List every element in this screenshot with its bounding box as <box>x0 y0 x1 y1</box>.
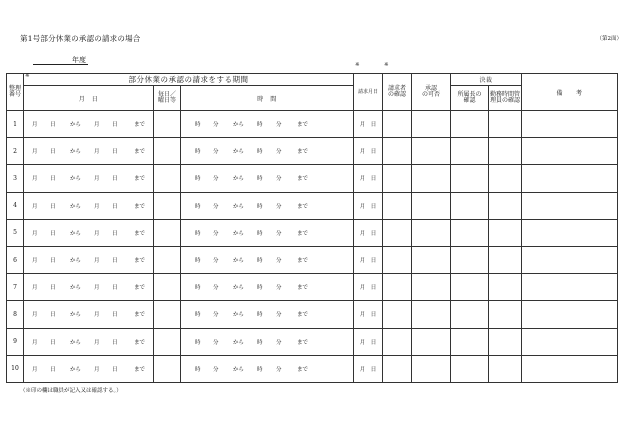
shozokucho-kakunin-cell[interactable] <box>451 274 489 301</box>
row-number: 10 <box>7 355 24 382</box>
date-range-hi-label: 日 <box>112 149 118 156</box>
time-range-fun-label: 分 <box>213 176 219 183</box>
shonin-kahi-cell[interactable] <box>412 219 451 246</box>
seikyu-tsukihi-cell[interactable] <box>354 111 383 138</box>
time-range-fun-label: 分 <box>276 230 282 237</box>
seikyu-tsukihi-cell[interactable] <box>354 355 383 382</box>
date-range-kara-label: から <box>70 176 82 183</box>
seikyu-tsukihi-cell[interactable] <box>354 138 383 165</box>
seikyu-tsukihi-cell[interactable] <box>354 274 383 301</box>
time-range-fun-label: 分 <box>276 122 282 129</box>
date-range-made-label: まで <box>134 122 146 129</box>
kinmu-jikan-kakunin-cell[interactable] <box>489 246 522 273</box>
date-range-hi-label: 日 <box>112 203 118 210</box>
table-row <box>7 111 618 138</box>
time-range-ji-label: 時 <box>257 258 263 265</box>
date-range-cell[interactable] <box>24 301 154 328</box>
date-range-hi-label: 日 <box>112 366 118 373</box>
seikyu-tsuki-label: 月 <box>359 122 366 129</box>
seikyu-tsukihi-cell[interactable] <box>354 192 383 219</box>
row-number: 2 <box>7 138 24 165</box>
seikyu-tsukihi-cell[interactable] <box>354 219 383 246</box>
date-range-tsuki-label: 月 <box>32 312 38 319</box>
biko-cell[interactable] <box>522 355 618 382</box>
seikyu-tsuki-label: 月 <box>359 149 366 156</box>
time-range-kara-label: から <box>233 339 245 346</box>
time-range-cell[interactable] <box>181 219 354 246</box>
date-range-tsuki-label: 月 <box>94 339 100 346</box>
date-range-tsuki-label: 月 <box>94 122 100 129</box>
date-range-cell[interactable] <box>24 111 154 138</box>
seikyu-tsuki-label: 月 <box>359 176 366 183</box>
shonin-kahi-cell[interactable] <box>412 192 451 219</box>
time-range-fun-label: 分 <box>276 285 282 292</box>
time-range-ji-label: 時 <box>195 339 201 346</box>
kinmu-jikan-kakunin-cell[interactable] <box>489 219 522 246</box>
shonin-kahi-cell[interactable] <box>412 328 451 355</box>
seikyu-hi-label: 日 <box>370 122 377 129</box>
header-kinmu-jikan-kakunin-label: 勤務時間管 理員の確認 <box>490 90 521 104</box>
shonin-kahi-cell[interactable] <box>412 138 451 165</box>
table-row <box>7 328 618 355</box>
time-range-ji-label: 時 <box>195 366 201 373</box>
shonin-kahi-cell[interactable] <box>412 274 451 301</box>
seikyu-tsuki-label: 月 <box>359 203 366 210</box>
time-range-ji-label: 時 <box>195 149 201 156</box>
time-range-kara-label: から <box>233 149 245 156</box>
maijitsu-cell[interactable] <box>154 355 181 382</box>
date-range-hi-label: 日 <box>50 176 56 183</box>
time-range-ji-label: 時 <box>257 149 263 156</box>
date-range-cell[interactable] <box>24 355 154 382</box>
form-title: 第1号部分休業の承認の請求の場合 <box>20 34 141 43</box>
seikyusha-kakunin-cell[interactable] <box>383 246 412 273</box>
page-number-note: （第2面） <box>596 36 622 42</box>
date-range-tsuki-label: 月 <box>32 285 38 292</box>
time-range-fun-label: 分 <box>276 203 282 210</box>
date-range-tsuki-label: 月 <box>94 230 100 237</box>
time-range-kara-label: から <box>233 230 245 237</box>
time-range-fun-label: 分 <box>213 366 219 373</box>
shonin-kahi-cell[interactable] <box>412 355 451 382</box>
maijitsu-cell[interactable] <box>154 111 181 138</box>
time-range-cell[interactable] <box>181 355 354 382</box>
row-number: 5 <box>7 219 24 246</box>
date-range-made-label: まで <box>134 312 146 319</box>
date-range-tsuki-label: 月 <box>94 366 100 373</box>
date-range-tsuki-label: 月 <box>94 258 100 265</box>
date-range-tsuki-label: 月 <box>32 176 38 183</box>
date-range-kara-label: から <box>70 230 82 237</box>
biko-cell[interactable] <box>522 246 618 273</box>
seikyu-tsuki-label: 月 <box>359 312 366 319</box>
shonin-kahi-cell[interactable] <box>412 246 451 273</box>
seikyu-hi-label: 日 <box>370 339 377 346</box>
kinmu-jikan-kakunin-cell[interactable] <box>489 111 522 138</box>
date-range-cell[interactable] <box>24 192 154 219</box>
biko-cell[interactable] <box>522 219 618 246</box>
biko-cell[interactable] <box>522 138 618 165</box>
date-range-hi-label: 日 <box>112 285 118 292</box>
date-range-kara-label: から <box>70 285 82 292</box>
date-range-made-label: まで <box>134 176 146 183</box>
time-range-ji-label: 時 <box>195 176 201 183</box>
seikyu-hi-label: 日 <box>370 285 377 292</box>
biko-cell[interactable] <box>522 111 618 138</box>
time-range-fun-label: 分 <box>276 149 282 156</box>
date-range-cell[interactable] <box>24 274 154 301</box>
row-number: 3 <box>7 165 24 192</box>
biko-cell[interactable] <box>522 192 618 219</box>
table-row <box>7 138 618 165</box>
date-range-hi-label: 日 <box>112 122 118 129</box>
seikyu-tsuki-label: 月 <box>359 285 366 292</box>
shozokucho-kakunin-cell[interactable] <box>451 192 489 219</box>
shozokucho-kakunin-cell[interactable] <box>451 355 489 382</box>
seikyu-tsukihi-cell[interactable] <box>354 301 383 328</box>
seikyu-tsukihi-cell[interactable] <box>354 165 383 192</box>
header-seikyusha-kakunin <box>383 62 412 111</box>
date-range-cell[interactable] <box>24 328 154 355</box>
footnote: （※印の欄は職員が記入又は確認する。） <box>20 388 122 394</box>
kinmu-jikan-kakunin-cell[interactable] <box>489 328 522 355</box>
shonin-kahi-cell[interactable] <box>412 111 451 138</box>
date-range-kara-label: から <box>70 258 82 265</box>
date-range-hi-label: 日 <box>50 230 56 237</box>
time-range-fun-label: 分 <box>213 149 219 156</box>
date-range-made-label: まで <box>134 285 146 292</box>
date-range-made-label: まで <box>134 203 146 210</box>
time-range-ji-label: 時 <box>257 176 263 183</box>
seikyusha-kakunin-cell[interactable] <box>383 328 412 355</box>
seikyusha-kakunin-cell[interactable] <box>383 274 412 301</box>
date-range-hi-label: 日 <box>112 230 118 237</box>
maijitsu-cell[interactable] <box>154 165 181 192</box>
time-range-ji-label: 時 <box>257 339 263 346</box>
time-range-fun-label: 分 <box>213 339 219 346</box>
shozokucho-kakunin-cell[interactable] <box>451 111 489 138</box>
maijitsu-cell[interactable] <box>154 274 181 301</box>
row-number: 8 <box>7 301 24 328</box>
date-range-hi-label: 日 <box>50 203 56 210</box>
seikyu-tsuki-label: 月 <box>359 258 366 265</box>
date-range-hi-label: 日 <box>112 258 118 265</box>
time-range-fun-label: 分 <box>213 122 219 129</box>
time-range-kara-label: から <box>233 285 245 292</box>
maijitsu-cell[interactable] <box>154 328 181 355</box>
time-range-ji-label: 時 <box>257 366 263 373</box>
date-range-cell[interactable] <box>24 219 154 246</box>
seikyu-hi-label: 日 <box>370 176 377 183</box>
star-mark: ※ <box>25 73 30 79</box>
kinmu-jikan-kakunin-cell[interactable] <box>489 301 522 328</box>
time-range-fun-label: 分 <box>276 176 282 183</box>
seikyu-hi-label: 日 <box>370 149 377 156</box>
date-range-hi-label: 日 <box>112 312 118 319</box>
seikyusha-kakunin-cell[interactable] <box>383 219 412 246</box>
time-range-ji-label: 時 <box>257 285 263 292</box>
shozokucho-kakunin-cell[interactable] <box>451 165 489 192</box>
table-row <box>7 355 618 382</box>
header-seiri-bango-label: 整理 番号 <box>8 84 21 98</box>
time-range-cell[interactable] <box>181 192 354 219</box>
time-range-ji-label: 時 <box>257 312 263 319</box>
row-number: 9 <box>7 328 24 355</box>
time-range-cell[interactable] <box>181 246 354 273</box>
table-row <box>7 165 618 192</box>
table-row <box>7 219 618 246</box>
seikyu-tsuki-label: 月 <box>359 366 366 373</box>
time-range-fun-label: 分 <box>276 366 282 373</box>
header-kinmu-jikan-kakunin <box>489 86 522 111</box>
time-range-cell[interactable] <box>181 111 354 138</box>
seikyu-hi-label: 日 <box>370 366 377 373</box>
date-range-made-label: まで <box>134 366 146 373</box>
time-range-cell[interactable] <box>181 165 354 192</box>
seikyu-tsuki-label: 月 <box>359 339 366 346</box>
header-biko: 備 考 <box>522 74 618 111</box>
date-range-tsuki-label: 月 <box>94 176 100 183</box>
date-range-tsuki-label: 月 <box>32 149 38 156</box>
date-range-tsuki-label: 月 <box>32 122 38 129</box>
header-period-label: 部分休業の承認の請求をする期間 <box>128 75 249 84</box>
date-range-tsuki-label: 月 <box>94 285 100 292</box>
date-range-made-label: まで <box>134 258 146 265</box>
header-seikyu-tsukihi-label: 請求月日 <box>357 89 378 96</box>
seikyu-hi-label: 日 <box>370 258 377 265</box>
maijitsu-cell[interactable] <box>154 219 181 246</box>
time-range-kara-label: から <box>233 203 245 210</box>
shozokucho-kakunin-cell[interactable] <box>451 246 489 273</box>
seikyusha-kakunin-cell[interactable] <box>383 165 412 192</box>
date-range-hi-label: 日 <box>50 312 56 319</box>
seikyusha-kakunin-cell[interactable] <box>383 301 412 328</box>
table-row <box>7 274 618 301</box>
time-range-ji-label: 時 <box>195 312 201 319</box>
shozokucho-kakunin-cell[interactable] <box>451 301 489 328</box>
seikyusha-kakunin-cell[interactable] <box>383 355 412 382</box>
time-range-made-label: まで <box>297 149 309 156</box>
time-range-cell[interactable] <box>181 138 354 165</box>
header-maijitsu-label: 毎日／ 曜日等 <box>157 90 176 104</box>
time-range-cell[interactable] <box>181 274 354 301</box>
kinmu-jikan-kakunin-cell[interactable] <box>489 355 522 382</box>
time-range-ji-label: 時 <box>195 285 201 292</box>
time-range-made-label: まで <box>297 176 309 183</box>
header-shozokucho-kakunin <box>451 86 489 111</box>
header-jikan: 時 間 <box>181 86 354 111</box>
biko-cell[interactable] <box>522 165 618 192</box>
date-range-hi-label: 日 <box>50 149 56 156</box>
time-range-kara-label: から <box>233 312 245 319</box>
time-range-made-label: まで <box>297 339 309 346</box>
time-range-ji-label: 時 <box>257 203 263 210</box>
row-number: 1 <box>7 111 24 138</box>
date-range-kara-label: から <box>70 122 82 129</box>
time-range-made-label: まで <box>297 285 309 292</box>
date-range-hi-label: 日 <box>50 122 56 129</box>
seikyu-hi-label: 日 <box>370 230 377 237</box>
time-range-kara-label: から <box>233 258 245 265</box>
date-range-cell[interactable] <box>24 246 154 273</box>
kinmu-jikan-kakunin-cell[interactable] <box>489 138 522 165</box>
header-shonin-kahi-label: 承認 の可否 <box>421 84 440 98</box>
star-mark: ※ <box>355 62 360 68</box>
year-label: 年度 <box>72 56 86 64</box>
date-range-hi-label: 日 <box>112 339 118 346</box>
date-range-made-label: まで <box>134 230 146 237</box>
date-range-hi-label: 日 <box>50 258 56 265</box>
header-seikyu-tsukihi <box>354 62 383 111</box>
row-number: 7 <box>7 274 24 301</box>
time-range-made-label: まで <box>297 203 309 210</box>
date-range-cell[interactable] <box>24 165 154 192</box>
biko-cell[interactable] <box>522 328 618 355</box>
seikyu-tsukihi-cell[interactable] <box>354 328 383 355</box>
time-range-kara-label: から <box>233 122 245 129</box>
seikyu-hi-label: 日 <box>370 203 377 210</box>
time-range-made-label: まで <box>297 312 309 319</box>
date-range-kara-label: から <box>70 203 82 210</box>
shozokucho-kakunin-cell[interactable] <box>451 138 489 165</box>
seikyusha-kakunin-cell[interactable] <box>383 111 412 138</box>
kinmu-jikan-kakunin-cell[interactable] <box>489 274 522 301</box>
maijitsu-cell[interactable] <box>154 138 181 165</box>
seikyusha-kakunin-cell[interactable] <box>383 192 412 219</box>
shonin-kahi-cell[interactable] <box>412 165 451 192</box>
table-row <box>7 246 618 273</box>
time-range-ji-label: 時 <box>257 230 263 237</box>
date-range-tsuki-label: 月 <box>94 203 100 210</box>
maijitsu-cell[interactable] <box>154 246 181 273</box>
header-seikyusha-kakunin-label: 請求者 の確認 <box>387 84 406 98</box>
table-row <box>7 301 618 328</box>
header-period <box>24 74 354 86</box>
time-range-ji-label: 時 <box>257 122 263 129</box>
date-range-hi-label: 日 <box>50 285 56 292</box>
kinmu-jikan-kakunin-cell[interactable] <box>489 165 522 192</box>
shozokucho-kakunin-cell[interactable] <box>451 328 489 355</box>
date-range-kara-label: から <box>70 312 82 319</box>
table-row <box>7 192 618 219</box>
header-kessai: 決裁 <box>451 74 522 86</box>
date-range-tsuki-label: 月 <box>32 366 38 373</box>
date-range-hi-label: 日 <box>50 366 56 373</box>
row-number: 6 <box>7 246 24 273</box>
date-range-tsuki-label: 月 <box>94 149 100 156</box>
row-number: 4 <box>7 192 24 219</box>
request-table <box>6 62 618 383</box>
date-range-tsuki-label: 月 <box>94 312 100 319</box>
time-range-kara-label: から <box>233 366 245 373</box>
time-range-fun-label: 分 <box>276 312 282 319</box>
time-range-made-label: まで <box>297 366 309 373</box>
time-range-ji-label: 時 <box>195 203 201 210</box>
date-range-tsuki-label: 月 <box>32 230 38 237</box>
shonin-kahi-cell[interactable] <box>412 301 451 328</box>
seikyu-tsukihi-cell[interactable] <box>354 246 383 273</box>
time-range-fun-label: 分 <box>276 258 282 265</box>
time-range-fun-label: 分 <box>213 285 219 292</box>
biko-cell[interactable] <box>522 274 618 301</box>
header-shozokucho-kakunin-label: 所属長の 確認 <box>457 90 482 104</box>
date-range-tsuki-label: 月 <box>32 203 38 210</box>
seikyu-hi-label: 日 <box>370 312 377 319</box>
date-range-cell[interactable] <box>24 138 154 165</box>
time-range-made-label: まで <box>297 258 309 265</box>
time-range-cell[interactable] <box>181 301 354 328</box>
date-range-kara-label: から <box>70 366 82 373</box>
maijitsu-cell[interactable] <box>154 301 181 328</box>
star-mark: ※ <box>384 62 389 68</box>
header-seiri-bango <box>7 74 24 111</box>
time-range-fun-label: 分 <box>213 203 219 210</box>
header-tsukihi: 月 日 <box>24 86 154 111</box>
time-range-kara-label: から <box>233 176 245 183</box>
date-range-kara-label: から <box>70 149 82 156</box>
maijitsu-cell[interactable] <box>154 192 181 219</box>
time-range-ji-label: 時 <box>195 230 201 237</box>
header-maijitsu <box>154 86 181 111</box>
date-range-kara-label: から <box>70 339 82 346</box>
time-range-made-label: まで <box>297 122 309 129</box>
date-range-tsuki-label: 月 <box>32 339 38 346</box>
biko-cell[interactable] <box>522 301 618 328</box>
time-range-cell[interactable] <box>181 328 354 355</box>
seikyusha-kakunin-cell[interactable] <box>383 138 412 165</box>
date-range-hi-label: 日 <box>50 339 56 346</box>
date-range-made-label: まで <box>134 149 146 156</box>
header-shonin-kahi <box>412 74 451 111</box>
date-range-tsuki-label: 月 <box>32 258 38 265</box>
time-range-fun-label: 分 <box>213 258 219 265</box>
shozokucho-kakunin-cell[interactable] <box>451 219 489 246</box>
time-range-ji-label: 時 <box>195 122 201 129</box>
date-range-made-label: まで <box>134 339 146 346</box>
time-range-fun-label: 分 <box>213 312 219 319</box>
date-range-hi-label: 日 <box>112 176 118 183</box>
seikyu-tsuki-label: 月 <box>359 230 366 237</box>
kinmu-jikan-kakunin-cell[interactable] <box>489 192 522 219</box>
time-range-fun-label: 分 <box>213 230 219 237</box>
time-range-fun-label: 分 <box>276 339 282 346</box>
time-range-ji-label: 時 <box>195 258 201 265</box>
time-range-made-label: まで <box>297 230 309 237</box>
